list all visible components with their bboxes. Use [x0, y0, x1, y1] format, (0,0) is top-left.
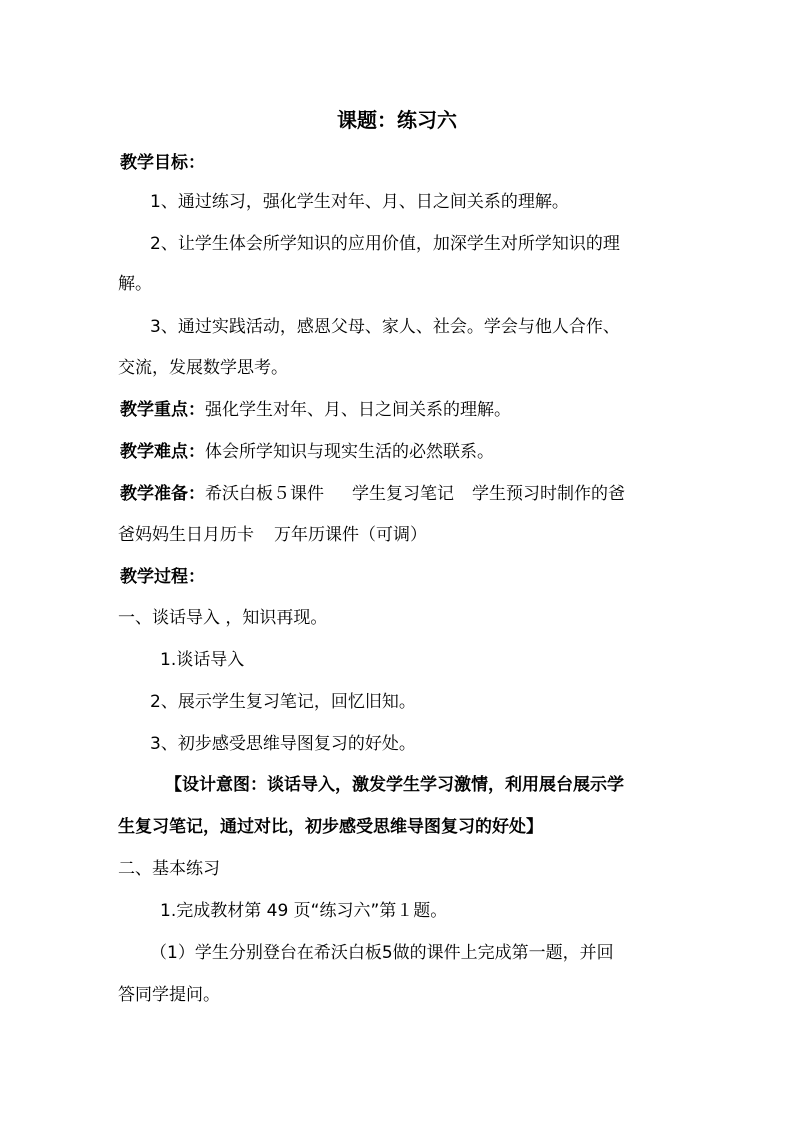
- design-intent-line-1: 【设计意图：谈话导入，激发学生学习激情，利用展台展示学: [165, 775, 624, 795]
- preparation-item-2: 学生复习笔记: [352, 484, 454, 504]
- difficulty-text: 体会所学知识与现实生活的必然联系。: [205, 442, 494, 462]
- section-1-item-1: 1.谈话导入: [160, 650, 245, 670]
- section-1-item-3: 3、初步感受思维导图复习的好处。: [150, 734, 416, 754]
- goal-item-2: 2、让学生体会所学知识的应用价值，加深学生对所学知识的理: [150, 234, 620, 254]
- preparation-item-1: 希沃白板５课件: [205, 484, 324, 504]
- goal-item-3: 3、通过实践活动，感恩父母、家人、社会。学会与他人合作、: [150, 317, 620, 337]
- preparation-label: 教学准备：: [120, 484, 205, 504]
- key-point-line: [0, 398, 794, 422]
- section-2-item-2: （1）学生分别登台在希沃白板5做的课件上完成第一题，并回: [150, 943, 614, 963]
- key-point-label: 教学重点：: [120, 400, 205, 420]
- design-intent-line-2: 生复习笔记，通过对比，初步感受思维导图复习的好处】: [118, 817, 543, 837]
- preparation-line-1: [0, 482, 794, 506]
- section-1-item-2: 2、展示学生复习笔记，回忆旧知。: [150, 692, 416, 712]
- difficulty-line: [0, 440, 794, 464]
- section-2-item-1: 1.完成教材第 49 页“练习六”第１题。: [160, 901, 448, 921]
- section-2-title: 二、基本练习: [118, 859, 220, 879]
- process-heading: 教学过程：: [120, 567, 205, 587]
- preparation-item-4: 爸妈妈生日月历卡: [118, 525, 254, 545]
- preparation-line-2: [0, 523, 794, 547]
- goal-item-3-cont: 交流，发展数学思考。: [118, 358, 288, 378]
- key-point-text: 强化学生对年、月、日之间关系的理解。: [205, 400, 511, 420]
- page-title: 课题：练习六: [337, 108, 457, 132]
- section-1-title: 一、谈话导入 ，知识再现。: [118, 608, 328, 628]
- goal-item-1: 1、通过练习，强化学生对年、月、日之间关系的理解。: [150, 192, 569, 212]
- difficulty-label: 教学难点：: [120, 442, 205, 462]
- section-2-item-2-cont: 答同学提问。: [118, 985, 220, 1005]
- preparation-item-3: 学生预习时制作的爸: [472, 484, 625, 504]
- preparation-item-5: 万年历课件（可调）: [274, 525, 427, 545]
- goal-item-2-cont: 解。: [118, 274, 152, 294]
- goals-heading: 教学目标：: [120, 153, 205, 173]
